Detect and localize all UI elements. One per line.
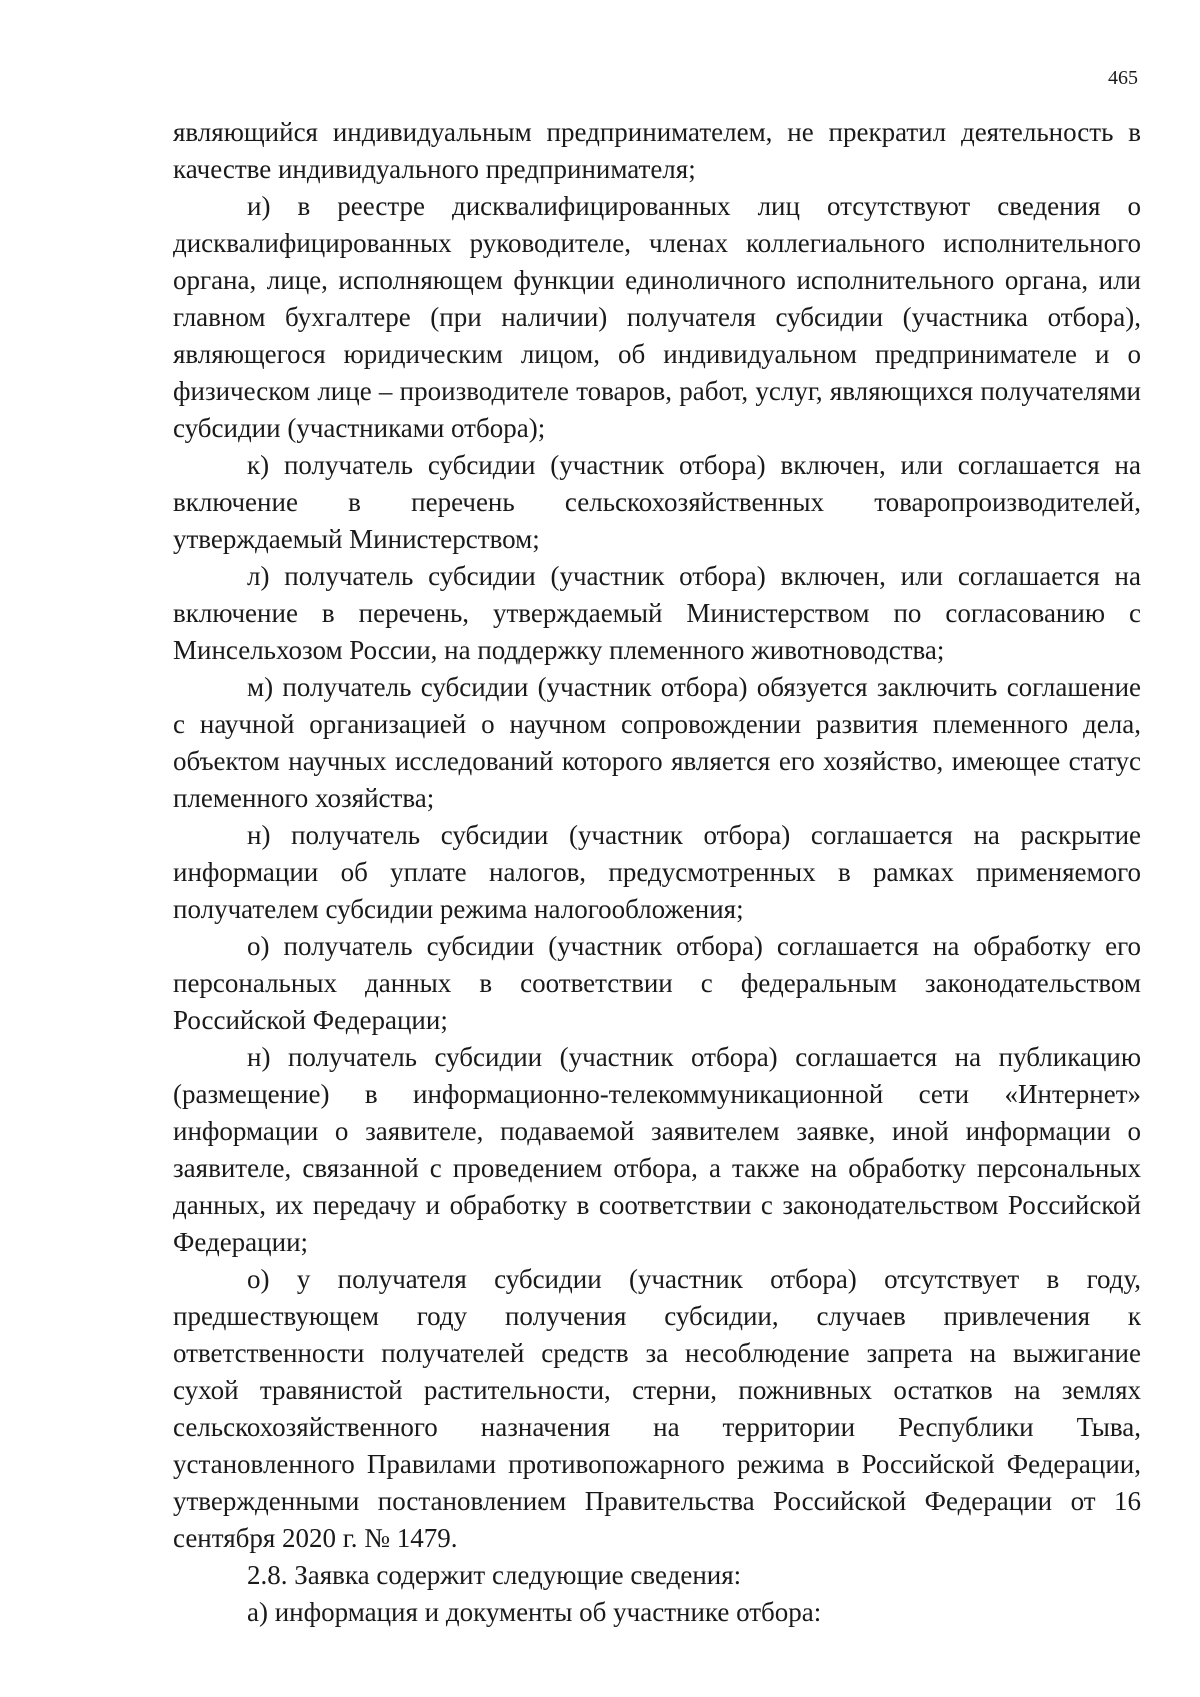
- paragraph-item-a: а) информация и документы об участнике отбора:: [247, 1597, 822, 1627]
- paragraph-item-o-second: о) у получателя субсидии (участник отбора) отсутствует в году, предшествующем году получения субсидии, случаев привлечения к ответственности получателей средств за несоблюдение запрета на выжигание сухой травянистой растительности, стерни, пожнивных остатков на землях сельскохозяйственного назначения на территории Республики Тыва, установленного Правилами противопожарного режима в Российской Федерации, утвержденными постановлением Правительства Российской Федерации от 16 сентября 2020 г. № 1479.: [173, 1264, 1141, 1553]
- paragraph-item-m: м) получатель субсидии (участник отбора) обязуется заключить соглашение с научной организацией о научном сопровождении развития племенного дела, объектом научных исследований которого является его хозяйство, имеющее статус племенного хозяйства;: [173, 672, 1141, 813]
- section-2-8-heading: 2.8. Заявка содержит следующие сведения:: [247, 1560, 742, 1590]
- page-number: 465: [1108, 67, 1138, 89]
- paragraph-item-o: о) получатель субсидии (участник отбора) соглашается на обработку его персональных данных в соответствии с федеральным законодательством Российской Федерации;: [173, 931, 1141, 1035]
- paragraph-continuation: являющийся индивидуальным предпринимателем, не прекратил деятельность в качестве индивидуального предпринимателя;: [173, 117, 1141, 184]
- paragraph-item-n: н) получатель субсидии (участник отбора) соглашается на раскрытие информации об уплате налогов, предусмотренных в рамках применяемого получателем субсидии режима налогообложения;: [173, 820, 1141, 924]
- paragraph-item-l: л) получатель субсидии (участник отбора) включен, или соглашается на включение в перечень, утверждаемый Министерством по согласованию с Минсельхозом России, на поддержку племенного животноводства;: [173, 561, 1141, 665]
- document-body: [173, 114, 1141, 1631]
- paragraph-item-i: и) в реестре дисквалифицированных лиц отсутствуют сведения о дисквалифицированных руководителе, членах коллегиального исполнительного органа, лице, исполняющем функции единоличного исполнительного органа, или главном бухгалтере (при наличии) получателя субсидии (участника отбора), являющегося юридическим лицом, об индивидуальном предпринимателе и о физическом лице – производителе товаров, работ, услуг, являющихся получателями субсидии (участниками отбора);: [173, 191, 1141, 443]
- paragraph-item-k: к) получатель субсидии (участник отбора) включен, или соглашается на включение в перечень сельскохозяйственных товаропроизводителей, утверждаемый Министерством;: [173, 450, 1141, 554]
- paragraph-item-n-second: н) получатель субсидии (участник отбора) соглашается на публикацию (размещение) в информационно-телекоммуникационной сети «Интернет» информации о заявителе, подаваемой заявителем заявке, иной информации о заявителе, связанной с проведением отбора, а также на обработку персональных данных, их передачу и обработку в соответствии с законодательством Российской Федерации;: [173, 1042, 1141, 1257]
